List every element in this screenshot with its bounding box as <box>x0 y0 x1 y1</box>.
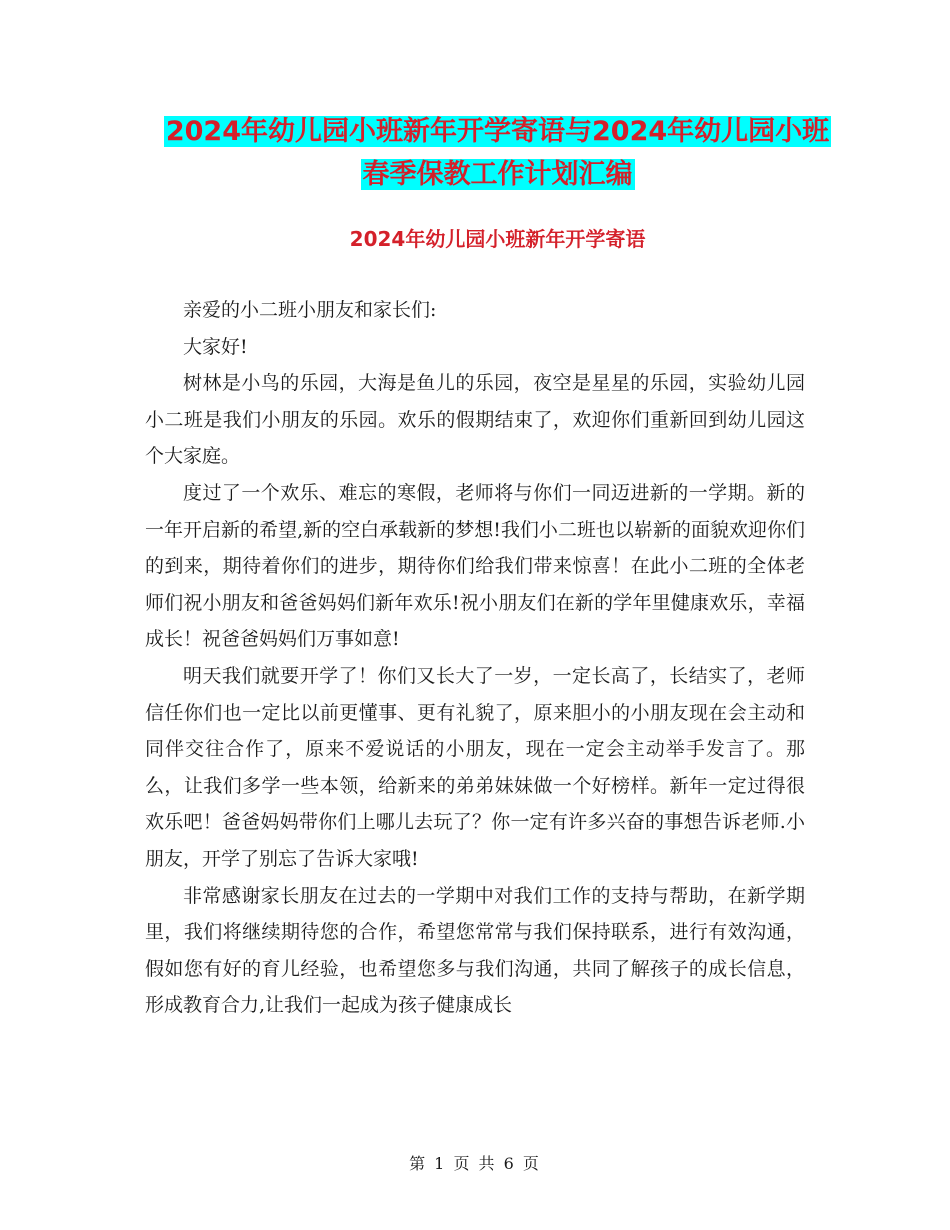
paragraph-4: 非常感谢家长朋友在过去的一学期中对我们工作的支持与帮助，在新学期里，我们将继续期待您的合作，希望您常常与我们保持联系，进行有效沟通，假如您有好的育儿经验，也希望您多与我们沟通，共同了解孩子的成长信息，形成教育合力,让我们一起成为孩子健康成长 <box>145 884 805 1017</box>
document-title-line-2 <box>140 155 855 195</box>
section-title: 2024年幼儿园小班新年开学寄语 <box>349 227 646 251</box>
page-footer: 第 1 页 共 6 页 <box>409 1154 541 1173</box>
paragraph-3: 明天我们就要开学了！你们又长大了一岁，一定长高了，长结实了，老师信任你们也一定比以前更懂事、更有礼貌了，原来胆小的小朋友现在会主动和同伴交往合作了，原来不爱说话的小朋友，现在一定会主动举手发言了。那么，让我们多学一些本领，给新来的弟弟妹妹做一个好榜样。新年一定过得很欢乐吧！爸爸妈妈带你们上哪儿去玩了？你一定有许多兴奋的事想告诉老师.小朋友，开学了别忘了告诉大家哦! <box>145 664 805 870</box>
paragraph-greeting: 亲爱的小二班小朋友和家长们: <box>183 299 437 321</box>
document-title-line-1 <box>140 112 855 152</box>
document-body <box>145 292 805 1024</box>
document-title-text-2: 春季保教工作计划汇编 <box>362 159 633 190</box>
paragraph-1: 树林是小鸟的乐园，大海是鱼儿的乐园，夜空是星星的乐园，实验幼儿园小二班是我们小朋友的乐园。欢乐的假期结束了，欢迎你们重新回到幼儿园这个大家庭。 <box>145 372 805 468</box>
document-title-text-1: 2024年幼儿园小班新年开学寄语与2024年幼儿园小班 <box>165 116 830 147</box>
paragraph-hello: 大家好! <box>183 335 248 358</box>
paragraph-2: 度过了一个欢乐、难忘的寒假，老师将与你们一同迈进新的一学期。新的一年开启新的希望,新的空白承载新的梦想!我们小二班也以崭新的面貌欢迎你们的到来，期待着你们的进步，期待你们给我们带来惊喜！在此小二班的全体老师们祝小朋友和爸爸妈妈们新年欢乐!祝小朋友们在新的学年里健康欢乐，幸福成长！祝爸爸妈妈们万事如意! <box>145 481 805 651</box>
